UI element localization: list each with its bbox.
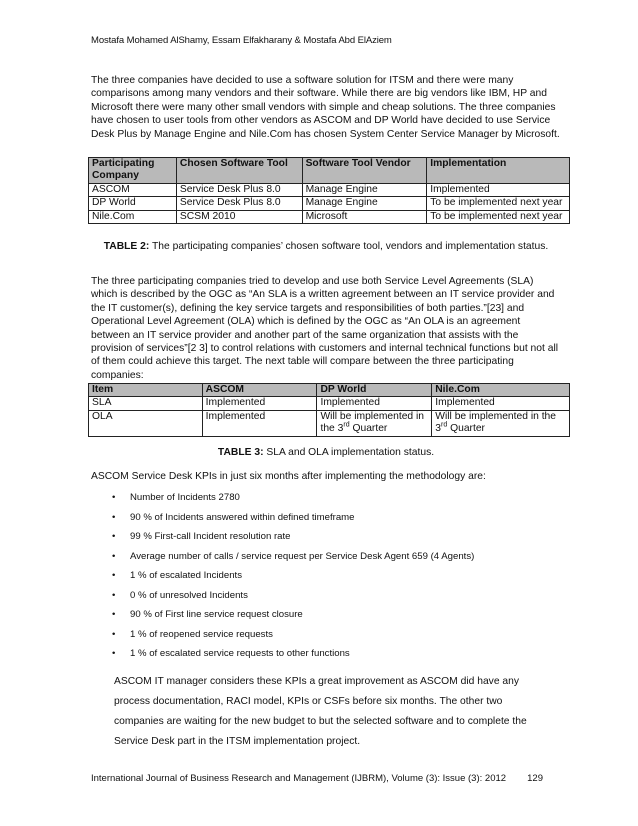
table-cell xyxy=(432,410,570,436)
table-cell: Implemented xyxy=(427,184,570,197)
table-cell: To be implemented next year xyxy=(427,210,570,223)
table-2-software-tools xyxy=(88,157,570,224)
page-number: 129 xyxy=(527,773,543,784)
superscript: rd xyxy=(440,421,448,429)
table-cell: Nile.Com xyxy=(89,210,177,223)
kpi-list xyxy=(112,492,474,668)
table-cell: Microsoft xyxy=(302,210,427,223)
table-cell: To be implemented next year xyxy=(427,197,570,210)
column-header: Chosen Software Tool xyxy=(176,158,302,184)
list-item: • 1 % of reopened service requests xyxy=(112,629,474,649)
table-row xyxy=(89,184,570,197)
list-item: • 0 % of unresolved Incidents xyxy=(112,590,474,610)
table-2-caption xyxy=(91,240,561,253)
running-header: Mostafa Mohamed AlShamy, Essam Elfakharany & Mostafa Abd ElAziem xyxy=(91,35,392,46)
table-cell: Service Desk Plus 8.0 xyxy=(176,197,302,210)
cell-suffix: Quarter xyxy=(447,423,485,435)
caption-text: SLA and OLA implementation status. xyxy=(263,447,435,458)
table-cell: Implemented xyxy=(432,397,570,410)
list-item: • 1 % of escalated service requests to other functions xyxy=(112,648,474,668)
column-header: DP World xyxy=(317,384,432,397)
table-cell: DP World xyxy=(89,197,177,210)
table-row xyxy=(89,397,570,410)
column-header: ASCOM xyxy=(202,384,317,397)
paragraph-conclusion: ASCOM IT manager considers these KPIs a great improvement as ASCOM did have any process documentation, RACI model, KPIs or CSFs before six months. The other two companies are waiting for the new budget to but the selected software and to complete the Service Desk part in the ITSM implementation project. xyxy=(114,676,527,747)
table-cell: Service Desk Plus 8.0 xyxy=(176,184,302,197)
column-header: Software Tool Vendor xyxy=(302,158,427,184)
list-item: • Average number of calls / service request per Service Desk Agent 659 (4 Agents) xyxy=(112,551,474,571)
column-header: Nile.Com xyxy=(432,384,570,397)
table-cell xyxy=(317,410,432,436)
cell-suffix: Quarter xyxy=(349,423,388,435)
table-cell: Manage Engine xyxy=(302,197,427,210)
table-row xyxy=(89,210,570,223)
table-cell: Manage Engine xyxy=(302,184,427,197)
table-header-row xyxy=(89,384,570,397)
superscript: rd xyxy=(343,421,350,429)
list-item: • 90 % of First line service request closure xyxy=(112,609,474,629)
list-item: • 99 % First-call Incident resolution rate xyxy=(112,531,474,551)
journal-citation: International Journal of Business Research and Management (IJBRM), Volume (3): Issue (3): 2012 xyxy=(91,773,507,784)
cell-text: Will be implemented in the 3 xyxy=(435,410,557,435)
caption-label: TABLE 3: xyxy=(217,447,264,458)
caption-label: TABLE 2: xyxy=(103,241,150,252)
kpi-intro: ASCOM Service Desk KPIs in just six months after implementing the methodology are: xyxy=(91,471,486,482)
table-cell: SCSM 2010 xyxy=(176,210,302,223)
column-header: Implementation xyxy=(427,158,570,184)
table-cell: ASCOM xyxy=(89,184,177,197)
table-row xyxy=(89,197,570,210)
column-header: Item xyxy=(89,384,203,397)
list-item: • 90 % of Incidents answered within defined timeframe xyxy=(112,512,474,532)
table-header-row xyxy=(89,158,570,184)
table-cell: Implemented xyxy=(202,397,317,410)
page-footer xyxy=(91,773,543,784)
paragraph-vendor-selection: The three companies have decided to use a software solution for ITSM and there were many comparisons among many vendors and their software. While there are big vendors like IBM, HP and Microsoft there were many other small vendors with simple and cheap solutions. The three companies have chosen to user tools from other vendors as ASCOM and DP World have decided to use Service Desk Plus by Manage Engine and Nile.Com has chosen System Center Service Manager by Microsoft. xyxy=(91,75,560,140)
table-cell: Implemented xyxy=(202,410,317,436)
caption-text: The participating companies’ chosen software tool, vendors and implementation status. xyxy=(149,241,549,252)
column-header: Participating Company xyxy=(89,158,177,184)
table-row xyxy=(89,410,570,436)
table-cell: SLA xyxy=(89,397,203,410)
list-item: • 1 % of escalated Incidents xyxy=(112,570,474,590)
table-3-sla-ola xyxy=(88,383,570,437)
paragraph-sla-ola: The three participating companies tried to develop and use both Service Level Agreements (SLA) which is described by the OGC as “An SLA is a written agreement between an IT service provider and the IT customer(s), defining the key service targets and responsibilities of both parties.”[23] and Operational Level Agreement (OLA) which is defined by the OGC as “An OLA is an agreement between an IT service provider and another part of the same organization that assists with the provision of services”[2 3] to control relations with customers and internal technical functions but not all of them could achieve this target. The next table will compare between the three participating companies: xyxy=(91,276,559,381)
table-cell: OLA xyxy=(89,410,203,436)
cell-text: Will be implemented in the 3 xyxy=(320,410,425,435)
list-item: • Number of Incidents 2780 xyxy=(112,492,474,512)
table-3-caption xyxy=(91,446,561,459)
table-cell: Implemented xyxy=(317,397,432,410)
